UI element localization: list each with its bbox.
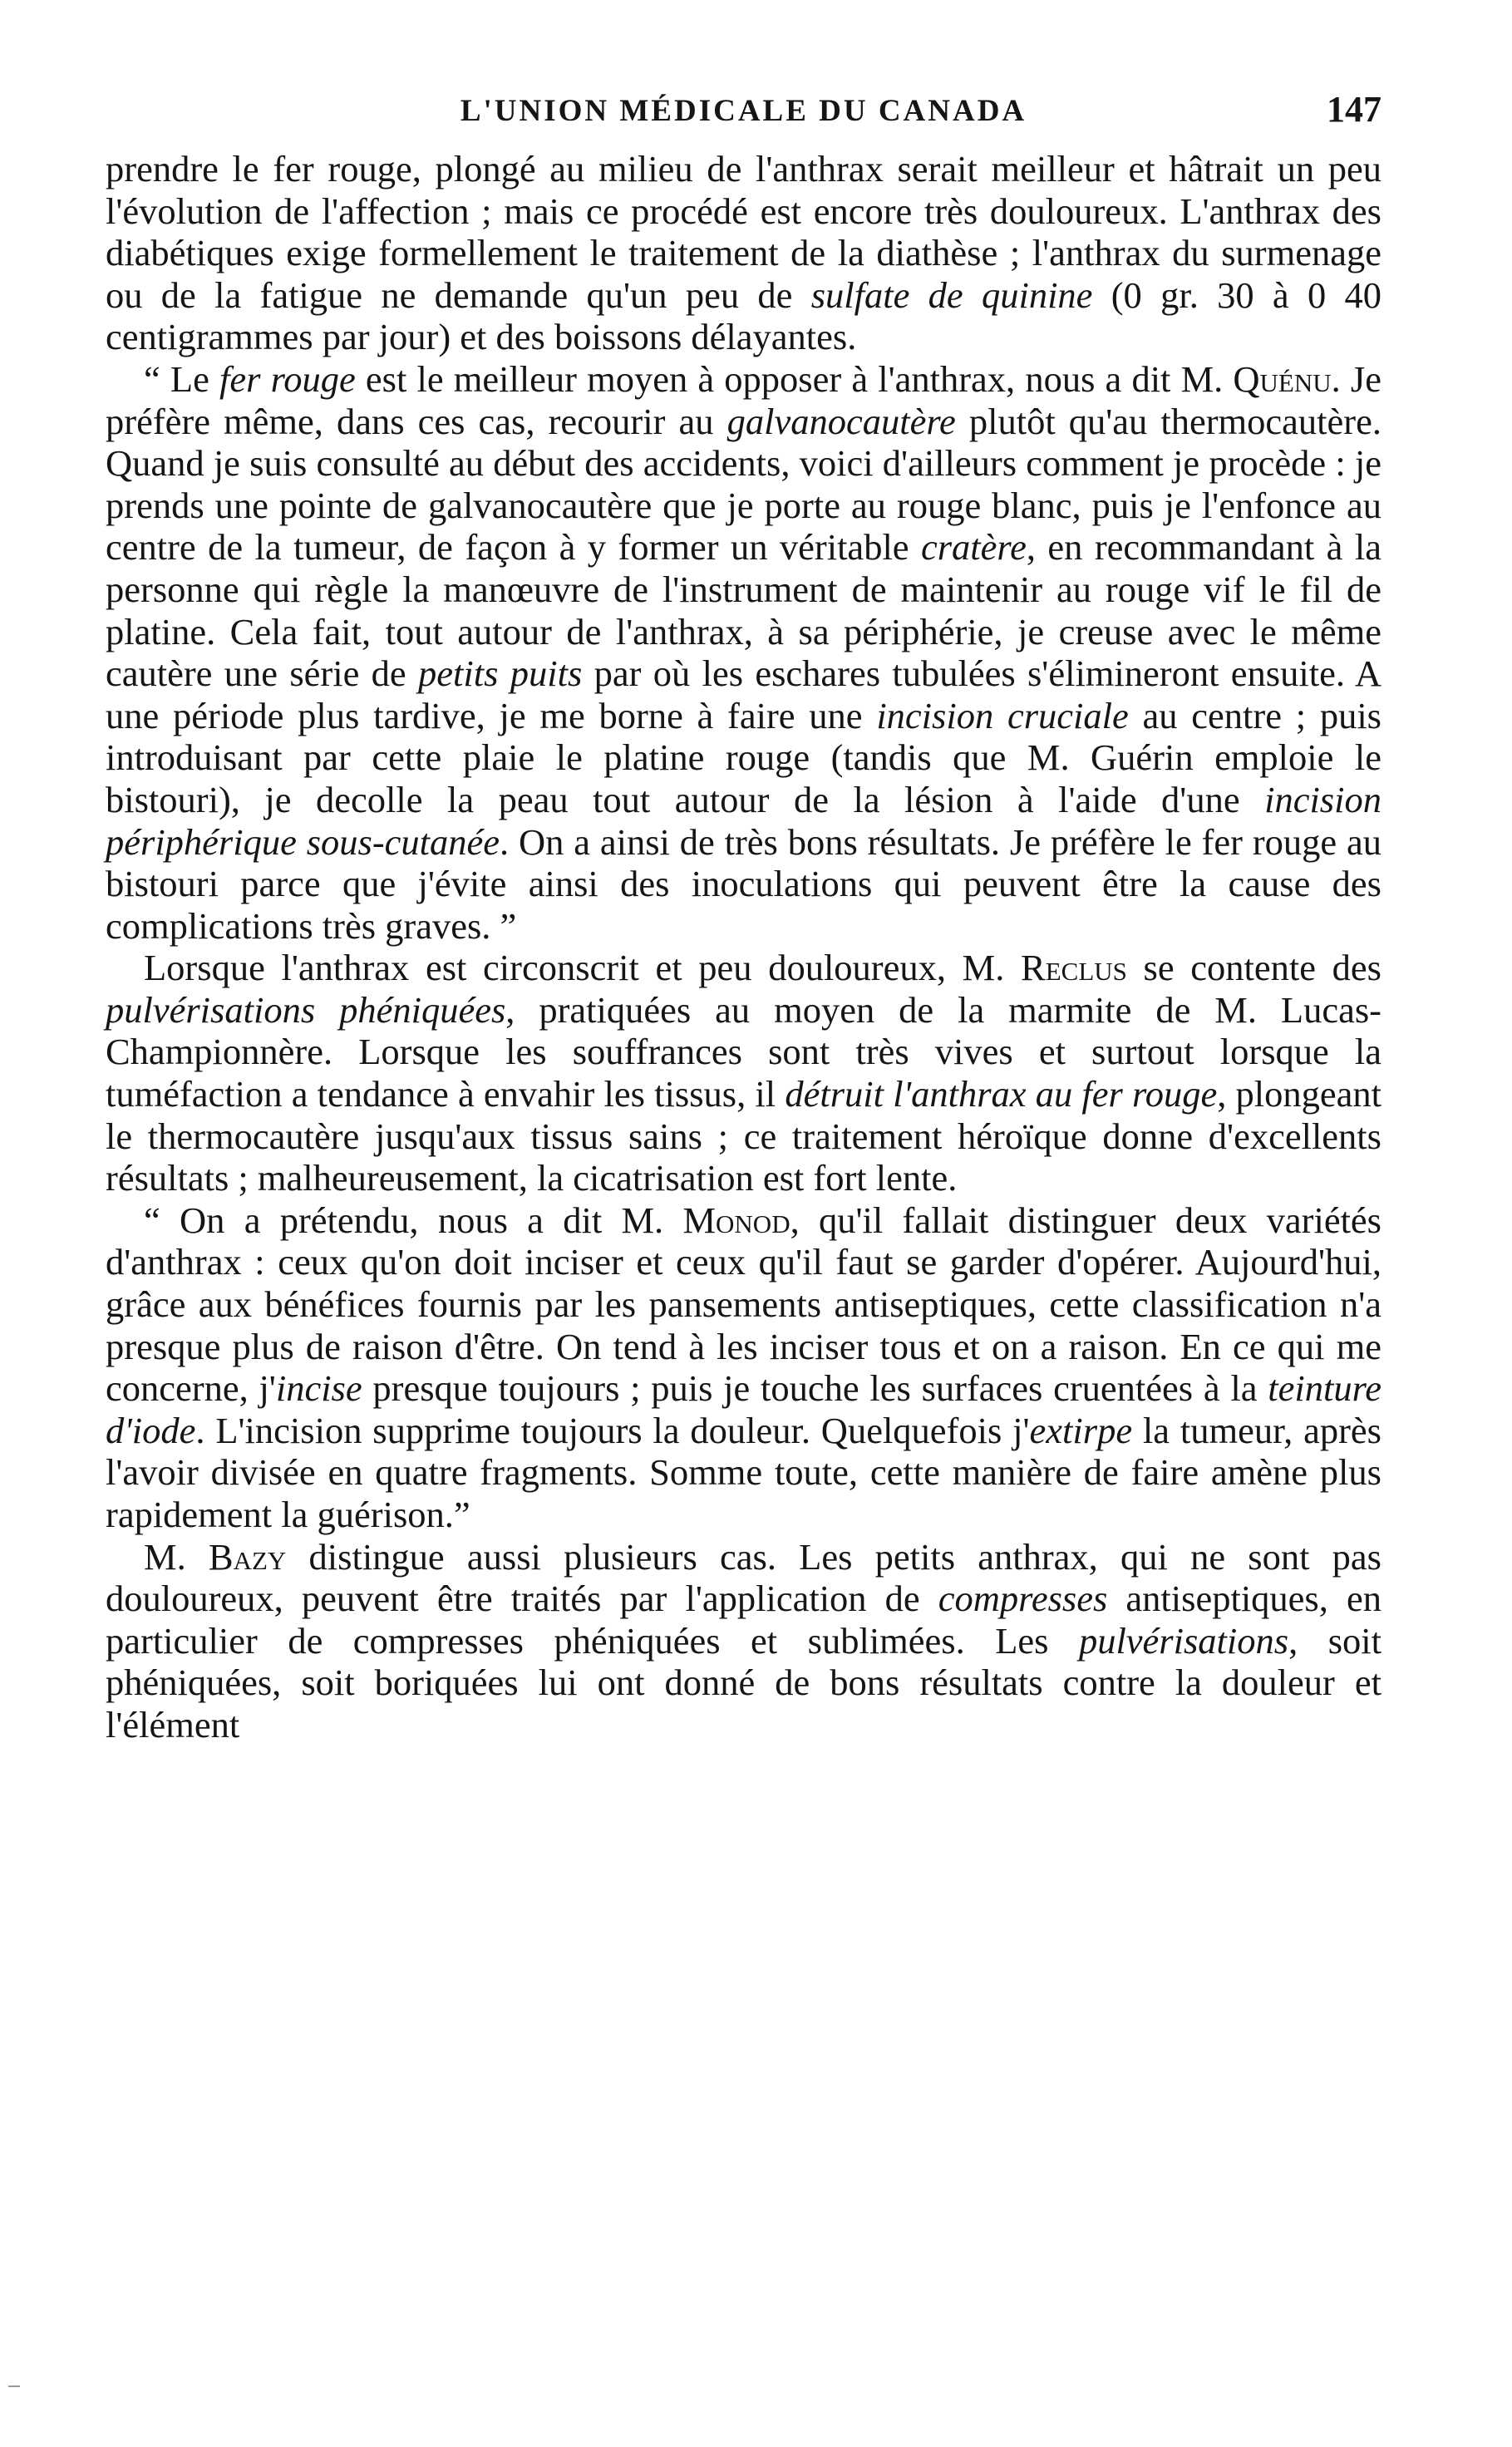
text-run: (0 gr. 30 à 0 40 centigrammes par jour) et des boissons délayantes. [106, 273, 1382, 358]
margin-mark [8, 2385, 20, 2387]
text-run: la tumeur, après l'avoir divisée en quatre fragments. Somme toute, cette manière de faire amène plus rapidement la guérison.” [106, 1409, 1381, 1535]
author-name: Reclus [1021, 947, 1127, 989]
running-title: L'UNION MÉDICALE DU CANADA [460, 94, 1027, 128]
text-run: , pratiquées au moyen de la marmite de M. Lucas-Championnère. Lorsque les souffrances sont très vives et surtout lorsque la tuméfaction a tendance à envahir les tissus, il [106, 988, 1381, 1115]
author-name: Monod [682, 1199, 790, 1241]
text-run: prendre le fer rouge, plongé au milieu de l'anthrax serait meilleur et hâtrait un peu l'évolution de l'affection ; mais ce procédé est encore très douloureux. L'anthrax des diabétiques exige formellement le traitement de la diathèse ; l'anthrax du surmenage ou de la fatigue ne demande qu'un peu de [106, 148, 1381, 316]
italic-term: incision cruciale [876, 694, 1129, 736]
text-run: . On a ainsi de très bons résultats. Je préfère le fer rouge au bistouri parce que j'évite ainsi des inoculations qui peuvent être la cause des complications très graves. ” [106, 820, 1382, 947]
body-text [106, 148, 1381, 1746]
italic-term: compresses [938, 1578, 1108, 1620]
text-run: , soit phéniquées, soit boriquées lui ont donné de bons résultats contre la douleur et l'élément [106, 1619, 1381, 1745]
italic-term: galvanocautère [726, 400, 956, 442]
page-header [106, 89, 1381, 145]
italic-term: cratère [920, 526, 1027, 569]
text-run: presque toujours ; puis je touche les surfaces cruentées à la [362, 1367, 1268, 1410]
author-name: Bazy [208, 1535, 287, 1578]
paragraph-p2 [106, 358, 1381, 947]
text-run: se contente des [1126, 947, 1381, 989]
italic-term: pulvérisations [1078, 1619, 1289, 1662]
italic-term: détruit l'anthrax au fer rouge [785, 1073, 1218, 1115]
text-run: plutôt qu'au thermocautère. Quand je suis consulté au début des accidents, voici d'ailleurs comment je procède : je prends une pointe de galvanocautère que je porte au rouge blanc, puis je l'enfonce au centre de la tumeur, de façon à y former un véritable [106, 400, 1381, 569]
italic-term: incise [275, 1367, 362, 1410]
paragraph-p5 [106, 1536, 1381, 1746]
page-number: 147 [1327, 89, 1381, 130]
italic-term: teinture d'iode [106, 1367, 1381, 1451]
text-run: , en recommandant à la personne qui règle la manœuvre de l'instrument de maintenir au rouge vif le fil de platine. Cela fait, tout autour de l'anthrax, à sa périphérie, je creuse avec le même cautère une série de [106, 526, 1381, 695]
italic-term: fer rouge [219, 357, 356, 400]
text-run: M. [144, 1535, 209, 1578]
text-run: au centre ; puis introduisant par cette plaie le platine rouge (tandis que M. Guérin emploie le bistouri), je decolle la peau tout autour de la lésion à l'aide d'une [106, 694, 1381, 820]
italic-term: extirpe [1029, 1409, 1133, 1451]
text-run: , plongeant le thermocautère jusqu'aux tissus sains ; ce traitement héroïque donne d'excellents résultats ; malheureusement, la cicatrisation est fort lente. [106, 1073, 1382, 1199]
italic-term: sulfate de quinine [810, 273, 1093, 316]
paragraph-p1 [106, 148, 1381, 358]
text-run: . L'incision supprime toujours la douleur. Quelquefois j' [195, 1409, 1030, 1451]
text-run: “ On a prétendu, nous a dit M. [144, 1199, 683, 1241]
italic-term: petits puits [418, 652, 583, 695]
paragraph-p3 [106, 947, 1381, 1199]
italic-term: incision périphérique sous-cutanée [106, 778, 1381, 863]
author-name: Quénu [1233, 357, 1332, 400]
paragraph-p4 [106, 1199, 1381, 1536]
text-run: . Je préfère même, dans ces cas, recourir au [106, 357, 1381, 442]
text-run: Lorsque l'anthrax est circonscrit et peu douloureux, M. [144, 947, 1022, 989]
text-run: distingue aussi plusieurs cas. Les petits anthrax, qui ne sont pas douloureux, peuvent être traités par l'application de [106, 1535, 1381, 1620]
text-run: , qu'il fallait distinguer deux variétés d'anthrax : ceux qu'on doit inciser et ceux qu'il faut se garder d'opérer. Aujourd'hui, grâce aux bénéfices fournis par les pansements antiseptiques, cette classification n'a presque plus de raison d'être. On tend à les inciser tous et on a raison. En ce qui me concerne, j' [106, 1199, 1382, 1410]
text-run: est le meilleur moyen à opposer à l'anthrax, nous a dit M. [355, 357, 1234, 400]
text-run: par où les eschares tubulées s'élimineront ensuite. A une période plus tardive, je me borne à faire une [106, 652, 1381, 736]
italic-term: pulvérisations phéniquées [106, 988, 506, 1031]
text-run: antiseptiques, en particulier de compresses phéniquées et sublimées. Les [106, 1578, 1381, 1662]
text-run: “ Le [144, 357, 219, 400]
